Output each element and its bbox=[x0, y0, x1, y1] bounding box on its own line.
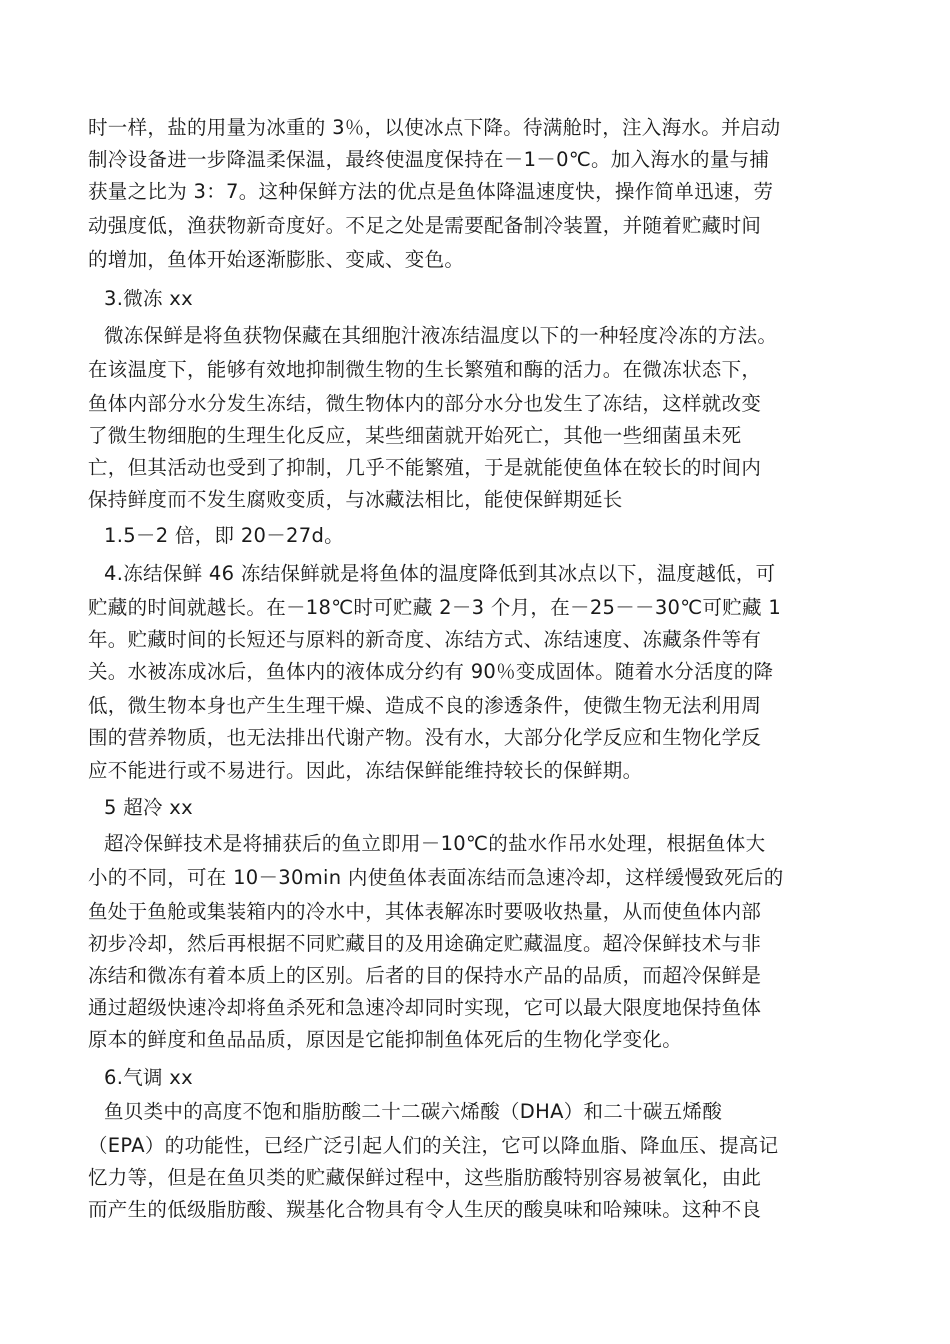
text-line: 鱼贝类中的高度不饱和脂肪酸二十二碳六烯酸（DHA）和二十碳五烯酸 bbox=[104, 1100, 723, 1123]
text-line: 在该温度下，能够有效地抑制微生物的生长繁殖和酶的活力。在微冻状态下， bbox=[88, 358, 762, 381]
text-line: 制冷设备进一步降温柔保温，最终使温度保持在－1－0℃。加入海水的量与捕 bbox=[88, 148, 770, 171]
text-line: 原本的鲜度和鱼品品质，原因是它能抑制鱼体死后的生物化学变化。 bbox=[88, 1028, 683, 1051]
text-line: （EPA）的功能性，已经广泛引起人们的关注，它可以降血脂、降血压、提高记 bbox=[88, 1134, 779, 1157]
section-heading-microfreeze: 3.微冻 xx bbox=[104, 287, 193, 310]
text-line: 保持鲜度而不发生腐败变质，与冰藏法相比，能使保鲜期延长 bbox=[88, 488, 623, 511]
text-line: 年。贮藏时间的长短还与原料的新奇度、冻结方式、冻结速度、冻藏条件等有 bbox=[88, 628, 762, 651]
text-line: 应不能进行或不易进行。因此，冻结保鲜能维持较长的保鲜期。 bbox=[88, 759, 643, 782]
text-line: 的增加，鱼体开始逐渐膨胀、变咸、变色。 bbox=[88, 248, 465, 271]
text-line: 低，微生物本身也产生生理干燥、造成不良的渗透条件，使微生物无法利用周 bbox=[88, 694, 762, 717]
text-line: 围的营养物质，也无法排出代谢产物。没有水，大部分化学反应和生物化学反 bbox=[88, 726, 762, 749]
text-line: 小的不同，可在 10－30min 内使鱼体表面冻结而急速冷却，这样缓慢致死后的 bbox=[88, 866, 784, 889]
text-line: 贮藏的时间就越长。在－18℃时可贮藏 2－3 个月，在－25－－30℃可贮藏 1 bbox=[88, 596, 782, 619]
text-line: 通过超级快速冷却将鱼杀死和急速冷却同时实现，它可以最大限度地保持鱼体 bbox=[88, 996, 762, 1019]
text-line: 1.5－2 倍，即 20－27d。 bbox=[104, 524, 344, 547]
text-line: 冻结和微冻有着本质上的区别。后者的目的保持水产品的品质，而超冷保鲜是 bbox=[88, 964, 762, 987]
text-line: 初步冷却，然后再根据不同贮藏目的及用途确定贮藏温度。超冷保鲜技术与非 bbox=[88, 932, 762, 955]
text-line: 时一样，盐的用量为冰重的 3％，以使冰点下降。待满舱时，注入海水。并启动 bbox=[88, 116, 781, 139]
text-line: 鱼处于鱼舱或集装箱内的冷水中，其体表解冻时要吸收热量，从而使鱼体内部 bbox=[88, 900, 762, 923]
text-line: 亡，但其活动也受到了抑制，几乎不能繁殖，于是就能使鱼体在较长的时间内 bbox=[88, 456, 762, 479]
text-line: 了微生物细胞的生理生化反应，某些细菌就开始死亡，其他一些细菌虽未死 bbox=[88, 424, 742, 447]
text-line: 动强度低，渔获物新奇度好。不足之处是需要配备制冷装置，并随着贮藏时间 bbox=[88, 214, 762, 237]
section-heading-freezing: 4.冻结保鲜 46 冻结保鲜就是将鱼体的温度降低到其冰点以下，温度越低，可 bbox=[104, 562, 776, 585]
text-line: 鱼体内部分水分发生冻结，微生物体内的部分水分也发生了冻结，这样就改变 bbox=[88, 392, 762, 415]
text-line: 关。水被冻成冰后，鱼体内的液体成分约有 90％变成固体。随着水分活度的降 bbox=[88, 660, 774, 683]
text-line: 忆力等，但是在鱼贝类的贮藏保鲜过程中，这些脂肪酸特别容易被氧化，由此 bbox=[88, 1166, 762, 1189]
section-heading-modified-atmosphere: 6.气调 xx bbox=[104, 1066, 193, 1089]
text-line: 微冻保鲜是将鱼获物保藏在其细胞汁液冻结温度以下的一种轻度冷冻的方法。 bbox=[104, 324, 778, 347]
text-line: 获量之比为 3：7。这种保鲜方法的优点是鱼体降温速度快，操作简单迅速，劳 bbox=[88, 180, 774, 203]
text-line: 超冷保鲜技术是将捕获后的鱼立即用－10℃的盐水作吊水处理，根据鱼体大 bbox=[104, 832, 766, 855]
section-heading-supercooling: 5 超冷 xx bbox=[104, 796, 193, 819]
text-line: 而产生的低级脂肪酸、羰基化合物具有令人生厌的酸臭味和哈辣味。这种不良 bbox=[88, 1198, 762, 1221]
